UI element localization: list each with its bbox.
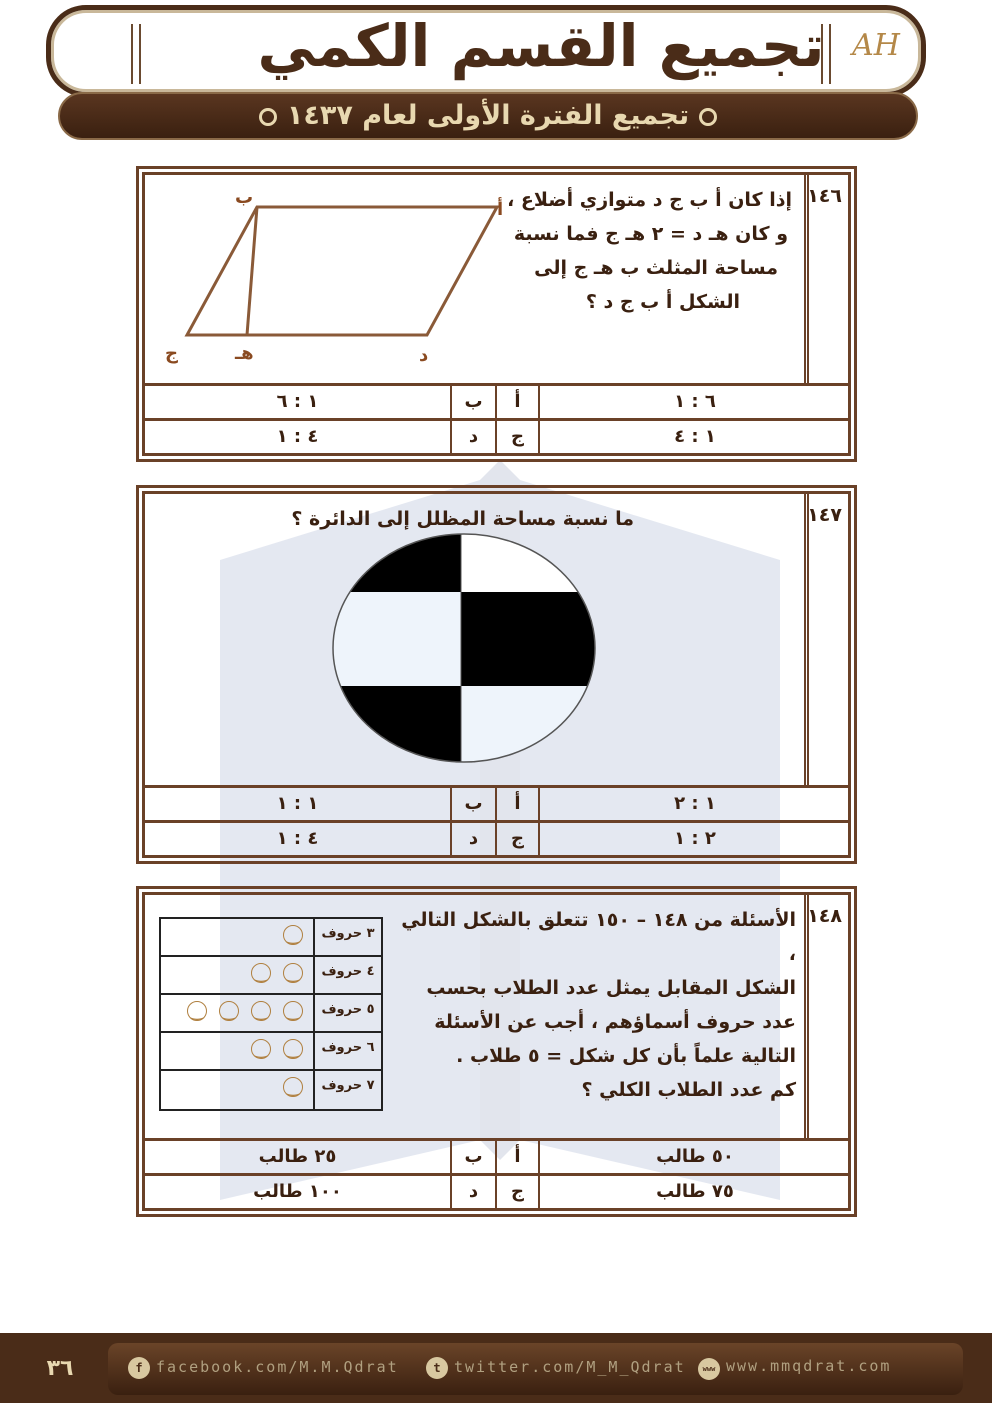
answer-options [145, 383, 848, 453]
header-ornament-right [821, 24, 831, 84]
question-line: و كان هـ د = ٢ هـ ج فما نسبة [513, 223, 788, 245]
option-d-letter: د [450, 1176, 495, 1208]
question-number: ١٤٨ [807, 905, 842, 927]
option-b-letter: ب [450, 788, 495, 820]
footer-links-bar [108, 1343, 963, 1395]
smiley-icon: ‿ [283, 963, 303, 983]
pictograph-faces [271, 1077, 303, 1097]
option-d[interactable]: ١٠٠ طالب [253, 1181, 342, 1202]
option-b[interactable]: ١ : ١ [276, 793, 319, 814]
header-ornament-left [131, 24, 141, 84]
smiley-icon: ‿ [283, 1001, 303, 1021]
vertex-label-a: أ [497, 199, 504, 220]
pictograph-label: ٣ حروف [313, 919, 381, 955]
option-c[interactable]: ٧٥ طالب [656, 1181, 734, 1202]
question-line: عدد حروف أسماؤهم ، أجب عن الأسئلة [434, 1011, 796, 1033]
option-d[interactable]: ٤ : ١ [276, 828, 319, 849]
question-card-148 [136, 886, 857, 1217]
question-line: كم عدد الطلاب الكلي ؟ [581, 1079, 796, 1101]
answer-options [145, 785, 848, 855]
option-d[interactable]: ٤ : ١ [276, 426, 319, 447]
facebook-icon: f [128, 1357, 150, 1379]
option-c-letter: ج [495, 421, 540, 453]
option-c-letter: ج [495, 1176, 540, 1208]
page-footer [0, 1333, 992, 1403]
circle-icon [259, 108, 277, 126]
header-band [58, 92, 918, 140]
page-header [46, 5, 926, 97]
option-a-letter: أ [495, 788, 540, 820]
page-title: تجميع القسم الكمي [257, 12, 825, 80]
options-row [145, 820, 848, 855]
pictograph-row [161, 995, 381, 1033]
option-a[interactable]: ٦ : ١ [674, 391, 716, 412]
option-c[interactable]: ٢ : ١ [674, 828, 716, 849]
smiley-icon: ‿ [251, 963, 271, 983]
question-line: الأسئلة من ١٤٨ – ١٥٠ تتعلق بالشكل التالي ، [401, 909, 796, 965]
shaded-circle-figure [331, 532, 597, 764]
question-text [396, 903, 796, 1107]
question-card-146 [136, 166, 857, 462]
question-card-147 [136, 485, 857, 864]
option-c-letter: ج [495, 823, 540, 855]
option-d-letter: د [450, 823, 495, 855]
question-number-column [804, 175, 848, 383]
pictograph-label: ٥ حروف [313, 995, 381, 1031]
option-a-letter: أ [495, 1141, 540, 1173]
page-subtitle [60, 100, 916, 131]
pictograph-row [161, 957, 381, 995]
question-number-column [804, 494, 848, 785]
pictograph-label: ٦ حروف [313, 1033, 381, 1069]
options-row [145, 785, 848, 820]
pictograph-row [161, 919, 381, 957]
question-number: ١٤٦ [807, 185, 842, 207]
globe-icon: www [698, 1358, 720, 1380]
subtitle-text: تجميع الفترة الأولى لعام ١٤٣٧ [286, 100, 690, 131]
smiley-icon: ‿ [251, 1039, 271, 1059]
question-line: ما نسبة مساحة المظلل إلى الدائرة ؟ [291, 508, 634, 530]
smiley-icon: ‿ [283, 1077, 303, 1097]
question-text [492, 183, 792, 319]
smiley-icon: ‿ [283, 925, 303, 945]
question-line: مساحة المثلث ب هـ ج إلى [534, 257, 778, 279]
twitter-link-text: twitter.com/M_M_Qdrat [454, 1358, 686, 1376]
pictograph-row [161, 1071, 381, 1109]
answer-options [145, 1138, 848, 1208]
question-number-column [804, 895, 848, 1138]
facebook-link-text: facebook.com/M.M.Qdrat [156, 1358, 399, 1376]
pictograph-faces [175, 1001, 303, 1021]
option-b-letter: ب [450, 386, 495, 418]
pictograph-row [161, 1033, 381, 1071]
parallelogram-figure [155, 183, 505, 369]
smiley-icon: ‿ [187, 1001, 207, 1021]
smiley-icon: ‿ [219, 1001, 239, 1021]
vertex-label-d: د [419, 345, 429, 366]
question-number: ١٤٧ [807, 504, 842, 526]
pictograph-table [159, 917, 383, 1111]
question-line: الشكل أ ب ج د ؟ [585, 291, 740, 313]
pictograph-label: ٧ حروف [313, 1071, 381, 1109]
option-d-letter: د [450, 421, 495, 453]
question-line: التالية علماً بأن كل شكل = ٥ طلاب . [456, 1045, 796, 1067]
pictograph-faces [239, 1039, 303, 1059]
option-a[interactable]: ٥٠ طالب [656, 1146, 734, 1167]
option-c[interactable]: ١ : ٤ [674, 426, 716, 447]
pictograph-faces [271, 925, 303, 945]
question-text [234, 502, 634, 536]
website-link[interactable] [698, 1357, 891, 1380]
option-a[interactable]: ١ : ٢ [674, 793, 716, 814]
facebook-link[interactable] [128, 1357, 399, 1379]
smiley-icon: ‿ [251, 1001, 271, 1021]
twitter-icon: t [426, 1357, 448, 1379]
vertex-label-b: ب [235, 187, 254, 208]
page-number: ٣٦ [46, 1356, 74, 1381]
question-line: الشكل المقابل يمثل عدد الطلاب بحسب [426, 977, 796, 999]
smiley-icon: ‿ [283, 1039, 303, 1059]
option-b[interactable]: ١ : ٦ [276, 391, 319, 412]
website-link-text: www.mmqdrat.com [726, 1357, 892, 1375]
vertex-label-h: هـ [235, 343, 254, 364]
options-row [145, 383, 848, 418]
twitter-link[interactable] [426, 1357, 686, 1379]
options-row [145, 1138, 848, 1173]
pictograph-label: ٤ حروف [313, 957, 381, 993]
question-line: إذا كان أ ب ج د متوازي أضلاع ، [507, 189, 792, 211]
option-b-letter: ب [450, 1141, 495, 1173]
vertex-label-j: ج [165, 343, 178, 364]
options-row [145, 418, 848, 453]
logo: AH [852, 28, 900, 63]
circle-icon [699, 108, 717, 126]
option-a-letter: أ [495, 386, 540, 418]
options-row [145, 1173, 848, 1208]
option-b[interactable]: ٢٥ طالب [258, 1146, 337, 1167]
pictograph-faces [239, 963, 303, 983]
